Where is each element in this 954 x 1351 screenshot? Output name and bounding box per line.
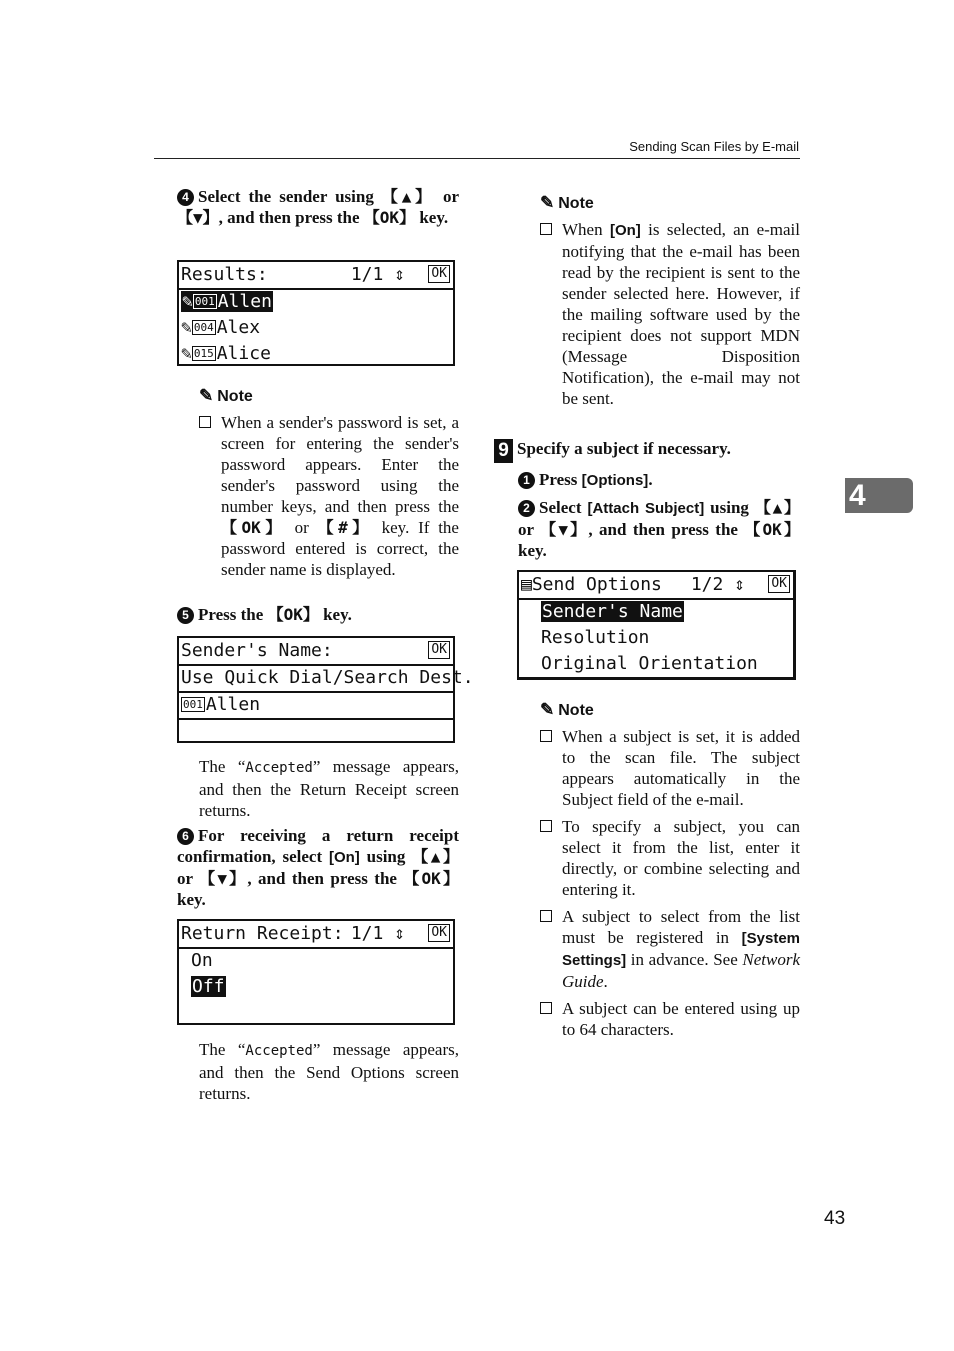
- checkbox-bullet-icon: [199, 416, 211, 428]
- checkbox-bullet-icon: [540, 730, 552, 742]
- list-item[interactable]: ✎ 015 Alice: [181, 343, 271, 364]
- substep-2: 2 Select [Attach Subject] using 【▲】 or 【▼】, and then press the 【OK】 key.: [518, 498, 800, 560]
- header-rule: [154, 158, 800, 159]
- down-key: 【▼】: [177, 208, 219, 227]
- option-senders-name[interactable]: Sender's Name: [542, 601, 683, 622]
- lcd-title-row: Results: 1/1 ⇕ OK: [179, 262, 453, 290]
- accepted-paragraph-2: The “Accepted” message appears, and then the Send Options screen returns.: [199, 1040, 459, 1103]
- step-9: 9 Specify a subject if necessary.: [494, 438, 800, 463]
- ok-key: 【OK】: [363, 208, 416, 227]
- quick-dial-row[interactable]: Use Quick Dial/Search Dest.: [179, 665, 453, 693]
- option-off[interactable]: Off: [192, 976, 225, 997]
- list-icon: ▤: [521, 574, 532, 595]
- running-header: Sending Scan Files by E-mail: [629, 139, 799, 154]
- step-number: 4: [177, 189, 194, 206]
- list-item[interactable]: ✎ 001 Allen: [182, 291, 272, 312]
- sender-row: 001 Allen: [179, 692, 453, 720]
- checkbox-bullet-icon: [540, 910, 552, 922]
- lcd-return-receipt-screen: Return Receipt: 1/1 ⇕ OK On Off: [177, 919, 455, 1025]
- ok-icon: OK: [428, 265, 450, 283]
- ok-icon: OK: [428, 641, 450, 659]
- option-original-orientation[interactable]: Original Orientation: [541, 653, 758, 674]
- lcd-sender-name-screen: Sender's Name: OK Use Quick Dial/Search Dest. 001 Allen: [177, 636, 455, 743]
- pencil-icon: ✎: [540, 700, 555, 719]
- pencil-icon: ✎: [199, 386, 214, 405]
- note-password: ✎ Note When a sender's password is set, a screen for entering the sender's password appears. Enter the sender's password using the number keys, and then press the 【OK】 or 【#】 key. If the password entered is correct, the sender name is displayed.: [199, 386, 459, 579]
- pencil-icon: ✎: [540, 193, 555, 212]
- step-6: 6 For receiving a return receipt confirmation, select [On] using 【▲】 or 【▼】, and then press the 【OK】 key.: [177, 826, 459, 909]
- chapter-tab: 4: [845, 478, 913, 513]
- accepted-paragraph-1: The “Accepted” message appears, and then the Return Receipt screen returns.: [199, 757, 459, 820]
- note-subject: ✎ Note When a subject is set, it is added to the scan file. The subject appears automatically in the Subject field of the e-mail. To specify a subject, you can select it from the list, enter it directly, or combine selecting and entering it. A subject to select from the list must be registered in [System Settings] in advance. See Network Guide. A subject can be entered using up to 64 characters.: [540, 700, 800, 1039]
- option-on[interactable]: On: [191, 950, 213, 971]
- lcd-send-options-screen: ▤Send Options 1/2 ⇕ OK Sender's Name Resolution Original Orientation: [517, 570, 796, 680]
- checkbox-bullet-icon: [540, 1002, 552, 1014]
- step-4: 4 Select the sender using 【▲】 or 【▼】, and then press the 【OK】 key.: [177, 187, 460, 227]
- note-mdn: ✎ Note When [On] is selected, an e-mail notifying that the e-mail has been read by the recipient is sent to the sender selected here. However, if the mailing software used by the recipient does not support MDN (Message Disposition Notification), the e-mail may not be sent.: [540, 193, 800, 408]
- page-number: 43: [824, 1208, 846, 1229]
- checkbox-bullet-icon: [540, 223, 552, 235]
- option-resolution[interactable]: Resolution: [541, 627, 650, 648]
- ok-icon: OK: [428, 924, 450, 942]
- up-key: 【▲】: [381, 187, 435, 206]
- list-item[interactable]: ✎ 004 Alex: [181, 317, 261, 338]
- substep-1: 1 Press [Options].: [518, 469, 800, 491]
- step-5: 5 Press the 【OK】 key.: [177, 604, 459, 625]
- lcd-results-screen: [177, 260, 455, 366]
- ok-icon: OK: [768, 575, 790, 593]
- checkbox-bullet-icon: [540, 820, 552, 832]
